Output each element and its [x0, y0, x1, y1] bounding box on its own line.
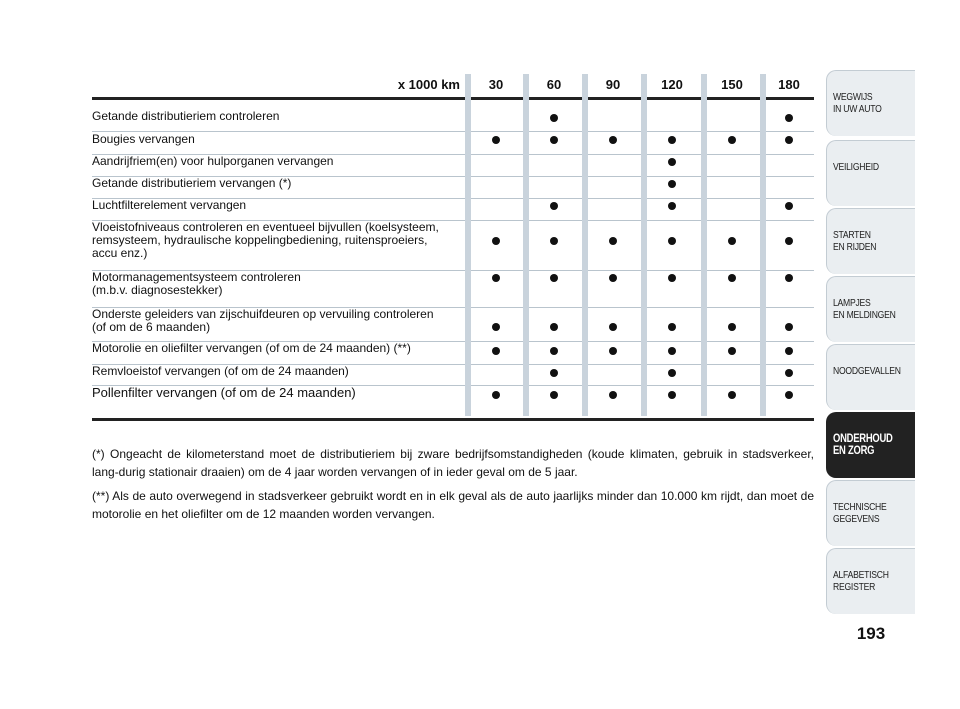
chapter-tab-label: STARTEN EN RIJDEN [833, 229, 877, 253]
column-stripe [641, 74, 647, 416]
service-dot [668, 369, 676, 377]
column-header-120: 120 [661, 77, 683, 92]
service-dot [609, 347, 617, 355]
chapter-tab-0[interactable] [826, 70, 915, 136]
chapter-tab-5[interactable] [826, 412, 915, 478]
chapter-tab-3[interactable] [826, 276, 915, 342]
service-dot [668, 391, 676, 399]
footnote-timing-belt: (*) Ongeacht de kilometerstand moet de distributieriem bij zware bedrijfsomstandigheden (koude klimaten, gebruik in stadsverkeer, lang-durig stationair draaien) om de 4 jaar worden vervangen of in ieder geval om de 5 jaar. [92, 447, 814, 479]
service-dot [785, 114, 793, 122]
table-row-label: Motormanagementsysteem controleren (m.b.v. diagnosestekker) [92, 270, 301, 297]
service-dot [609, 274, 617, 282]
service-dot [668, 136, 676, 144]
footnote-oil-change: (**) Als de auto overwegend in stadsverkeer gebruikt wordt en in elk geval als de auto jaarlijks minder dan 10.000 km rijdt, dan moet de motorolie en het oliefilter om de 12 maanden worden vervangen. [92, 489, 814, 521]
service-dot [609, 323, 617, 331]
chapter-tab-2[interactable] [826, 208, 915, 274]
service-dot [550, 136, 558, 144]
chapter-tab-label: NOODGEVALLEN [833, 365, 901, 377]
service-dot [785, 391, 793, 399]
chapter-tab-label: ALFABETISCH REGISTER [833, 569, 889, 593]
chapter-tab-label: VEILIGHEID [833, 161, 879, 173]
chapter-tab-label: ONDERHOUD EN ZORG [833, 433, 893, 457]
service-dot [492, 136, 500, 144]
service-dot [668, 237, 676, 245]
service-dot [785, 274, 793, 282]
service-dot [550, 347, 558, 355]
service-dot [785, 369, 793, 377]
service-dot [609, 391, 617, 399]
table-row-label: Onderste geleiders van zijschuifdeuren op vervuiling controleren (of om de 6 maanden) [92, 307, 434, 334]
column-header-60: 60 [546, 77, 562, 92]
table-row-label: Bougies vervangen [92, 132, 195, 146]
chapter-tab-label: WEGWIJS IN UW AUTO [833, 91, 882, 115]
chapter-tab-4[interactable] [826, 344, 915, 410]
service-dot [668, 347, 676, 355]
table-row-label: Remvloeistof vervangen (of om de 24 maanden) [92, 364, 349, 378]
table-bottom-rule [92, 418, 814, 421]
service-dot [550, 114, 558, 122]
chapter-tab-label: TECHNISCHE GEGEVENS [833, 501, 887, 525]
service-dot [668, 323, 676, 331]
service-dot [668, 274, 676, 282]
service-dot [728, 323, 736, 331]
chapter-tab-6[interactable] [826, 480, 915, 546]
km-unit-label: x 1000 km [397, 77, 460, 92]
service-dot [492, 391, 500, 399]
column-header-90: 90 [605, 77, 621, 92]
service-dot [550, 202, 558, 210]
chapter-tab-7[interactable] [826, 548, 915, 614]
chapter-tab-1[interactable] [826, 140, 915, 206]
column-stripe [465, 74, 471, 416]
service-dot [785, 202, 793, 210]
service-dot [550, 323, 558, 331]
page-number: 193 [856, 624, 886, 643]
column-stripe [523, 74, 529, 416]
service-dot [550, 237, 558, 245]
column-header-30: 30 [488, 77, 504, 92]
column-header-150: 150 [721, 77, 743, 92]
service-dot [785, 347, 793, 355]
table-row-label: Motorolie en oliefilter vervangen (of om de 24 maanden) (**) [92, 341, 411, 355]
service-dot [492, 323, 500, 331]
service-dot [668, 180, 676, 188]
table-row-label: Pollenfilter vervangen (of om de 24 maanden) [92, 385, 356, 400]
column-stripe [760, 74, 766, 416]
column-stripe [701, 74, 707, 416]
service-dot [728, 391, 736, 399]
table-row-label: Luchtfilterelement vervangen [92, 198, 247, 212]
table-row-label: Aandrijfriem(en) voor hulporganen vervangen [92, 154, 334, 168]
service-dot [785, 323, 793, 331]
table-row-label: Getande distributieriem vervangen (*) [92, 176, 292, 190]
service-dot [785, 136, 793, 144]
service-dot [668, 202, 676, 210]
service-dot [492, 274, 500, 282]
service-dot [609, 237, 617, 245]
chapter-tab-label: LAMPJES EN MELDINGEN [833, 297, 896, 321]
service-dot [609, 136, 617, 144]
service-dot [728, 237, 736, 245]
service-dot [668, 158, 676, 166]
service-dot [550, 369, 558, 377]
service-dot [492, 347, 500, 355]
service-dot [550, 274, 558, 282]
column-header-180: 180 [778, 77, 800, 92]
service-dot [492, 237, 500, 245]
service-dot [728, 136, 736, 144]
service-dot [728, 347, 736, 355]
service-dot [785, 237, 793, 245]
service-dot [728, 274, 736, 282]
table-row-label: Vloeistofniveaus controleren en eventueel bijvullen (koelsysteem, remsysteem, hydraulische koppelingbediening, ruitensproeiers, accu enz.) [92, 220, 439, 260]
column-stripe [582, 74, 588, 416]
service-dot [550, 391, 558, 399]
table-row-label: Getande distributieriem controleren [92, 109, 280, 123]
